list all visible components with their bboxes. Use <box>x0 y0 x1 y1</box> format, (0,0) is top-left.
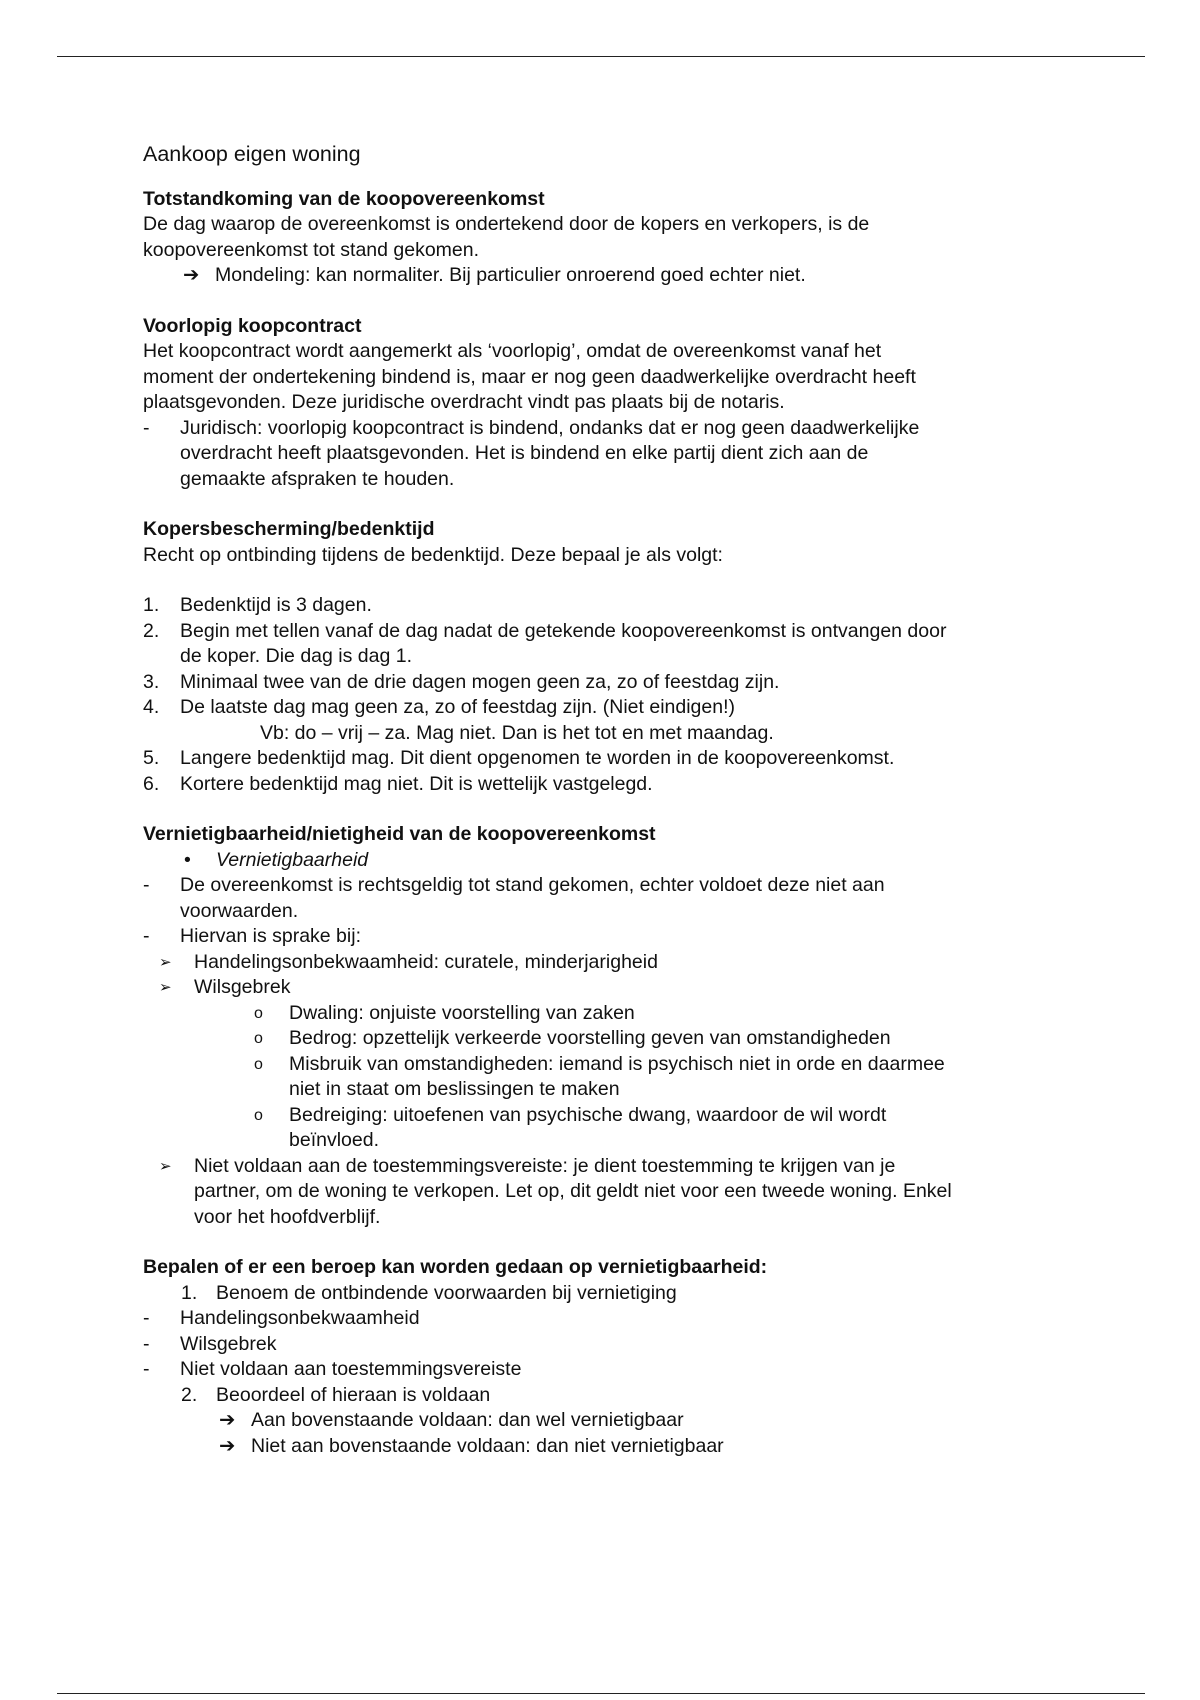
dash-marker: - <box>143 1307 150 1329</box>
footer-rule <box>57 1693 1145 1694</box>
dash-item <box>143 924 1083 950</box>
section-heading: Voorlopig koopcontract <box>143 314 362 337</box>
number-marker: 6. <box>143 772 160 795</box>
number-marker: 1. <box>143 594 160 616</box>
circle-bullet-icon: o <box>254 1055 263 1073</box>
arrow-item-text: Niet aan bovenstaande voldaan: dan niet vernietigbaar <box>251 1434 724 1457</box>
numbered-item <box>143 746 1083 772</box>
section-vernietigbaarheid <box>143 822 1083 1230</box>
arrow-icon: ➔ <box>219 1409 236 1431</box>
arrow-item <box>143 263 1083 289</box>
number-marker: 5. <box>143 747 160 769</box>
triangle-item <box>143 950 1083 976</box>
header-rule <box>57 56 1145 57</box>
triangle-arrow-icon: ➢ <box>159 953 172 971</box>
section-totstandkoming <box>143 187 1083 289</box>
section-voorlopig-koopcontract <box>143 314 1083 493</box>
bullet-marker: • <box>184 848 191 871</box>
section-heading: Bepalen of er een beroep kan worden gedaan op vernietigbaarheid: <box>143 1256 768 1278</box>
section-heading: Kopersbescherming/bedenktijd <box>143 518 435 540</box>
bullet-item-text: Vernietigbaarheid <box>216 848 369 871</box>
circle-item <box>143 1103 1083 1154</box>
numbered-item-text: Bedenktijd is 3 dagen. <box>180 594 372 616</box>
section-heading: Totstandkoming van de koopovereenkomst <box>143 187 545 210</box>
number-marker: 3. <box>143 670 160 693</box>
numbered-item <box>143 772 1083 798</box>
example-line: Vb: do – vrij – za. Mag niet. Dan is het tot en met maandag. <box>260 721 774 744</box>
dash-marker: - <box>143 925 150 947</box>
paragraph-line: Recht op ontbinding tijdens de bedenktijd. Deze bepaal je als volgt: <box>143 543 723 566</box>
numbered-item <box>143 619 1083 670</box>
number-marker: 4. <box>143 696 160 718</box>
triangle-item-text: Handelingsonbekwaamheid: curatele, minderjarigheid <box>194 950 658 973</box>
section-heading: Vernietigbaarheid/nietigheid van de koopovereenkomst <box>143 823 656 845</box>
dash-marker: - <box>143 874 150 896</box>
document-body <box>143 142 1083 1459</box>
dash-item <box>143 1357 1083 1383</box>
numbered-item-text: Kortere bedenktijd mag niet. Dit is wettelijk vastgelegd. <box>180 772 653 795</box>
number-marker: 2. <box>181 1383 198 1406</box>
number-marker: 2. <box>143 619 160 642</box>
dash-item-line: Juridisch: voorlopig koopcontract is bindend, ondanks dat er nog geen daadwerkelijke <box>180 416 920 439</box>
triangle-arrow-icon: ➢ <box>159 1157 172 1175</box>
arrow-item-text: Aan bovenstaande voldaan: dan wel vernietigbaar <box>251 1409 684 1431</box>
circle-item <box>143 1052 1083 1103</box>
circle-item-text: Bedrog: opzettelijk verkeerde voorstelling geven van omstandigheden <box>289 1027 891 1049</box>
numbered-item-text: Beoordeel of hieraan is voldaan <box>216 1383 491 1406</box>
numbered-item <box>143 1281 1083 1307</box>
paragraph-line: koopovereenkomst tot stand gekomen. <box>143 238 480 261</box>
numbered-item-text: Begin met tellen vanaf de dag nadat de getekende koopovereenkomst is ontvangen door <box>180 619 947 642</box>
dash-marker: - <box>143 1332 150 1355</box>
circle-item-text: Bedreiging: uitoefenen van psychische dwang, waardoor de wil wordt <box>289 1103 887 1126</box>
dash-marker: - <box>143 416 150 439</box>
dash-marker: - <box>143 1358 150 1380</box>
numbered-item <box>143 1383 1083 1409</box>
triangle-item-text: voor het hoofdverblijf. <box>194 1205 381 1228</box>
numbered-item-text: Benoem de ontbindende voorwaarden bij vernietiging <box>216 1281 677 1304</box>
numbered-item-text: de koper. Die dag is dag 1. <box>180 645 412 667</box>
dash-item-line: voorwaarden. <box>180 899 299 922</box>
paragraph-line: De dag waarop de overeenkomst is ondertekend door de kopers en verkopers, is de <box>143 213 870 235</box>
circle-item-text: beïnvloed. <box>289 1129 379 1151</box>
dash-item <box>143 873 1083 924</box>
numbered-item-text: Langere bedenktijd mag. Dit dient opgenomen te worden in de koopovereenkomst. <box>180 747 895 769</box>
circle-item-text: Dwaling: onjuiste voorstelling van zaken <box>289 1001 635 1024</box>
circle-bullet-icon: o <box>254 1106 263 1124</box>
dash-item <box>143 416 1083 493</box>
paragraph-line: Het koopcontract wordt aangemerkt als ‘voorlopig’, omdat de overeenkomst vanaf het <box>143 340 882 362</box>
paragraph-line: plaatsgevonden. Deze juridische overdracht vindt pas plaats bij de notaris. <box>143 391 785 413</box>
dash-item-line: Niet voldaan aan toestemmingsvereiste <box>180 1358 522 1380</box>
section-kopersbescherming <box>143 517 1083 797</box>
dash-item-line: overdracht heeft plaatsgevonden. Het is bindend en elke partij dient zich aan de <box>180 442 869 464</box>
arrow-item-text: Mondeling: kan normaliter. Bij particulier onroerend goed echter niet. <box>215 264 806 286</box>
arrow-item <box>143 1408 1083 1434</box>
circle-item <box>143 1026 1083 1052</box>
dash-item-line: Wilsgebrek <box>180 1332 277 1355</box>
circle-item-text: niet in staat om beslissingen te maken <box>289 1078 620 1100</box>
dash-item <box>143 1332 1083 1358</box>
numbered-item-text: De laatste dag mag geen za, zo of feestdag zijn. (Niet eindigen!) <box>180 696 735 718</box>
circle-item-text: Misbruik van omstandigheden: iemand is psychisch niet in orde en daarmee <box>289 1052 945 1075</box>
dash-item-line: De overeenkomst is rechtsgeldig tot stand gekomen, echter voldoet deze niet aan <box>180 874 885 896</box>
circle-bullet-icon: o <box>254 1004 263 1022</box>
paragraph-line: moment der ondertekening bindend is, maar er nog geen daadwerkelijke overdracht heeft <box>143 365 916 388</box>
circle-item <box>143 1001 1083 1027</box>
circle-bullet-icon: o <box>254 1030 263 1047</box>
arrow-icon: ➔ <box>219 1434 236 1457</box>
triangle-item-text: Wilsgebrek <box>194 976 291 998</box>
triangle-item-text: partner, om de woning te verkopen. Let op, dit geldt niet voor een tweede woning. Enkel <box>194 1180 952 1202</box>
numbered-item <box>143 593 1083 619</box>
arrow-item <box>143 1434 1083 1460</box>
dash-item-line: gemaakte afspraken te houden. <box>180 467 455 490</box>
triangle-item <box>143 1154 1083 1231</box>
dash-item <box>143 1306 1083 1332</box>
numbered-item <box>143 670 1083 696</box>
numbered-item-text: Minimaal twee van de drie dagen mogen geen za, zo of feestdag zijn. <box>180 670 780 693</box>
triangle-item <box>143 975 1083 1001</box>
section-beroep-vernietigbaarheid <box>143 1255 1083 1459</box>
document-title: Aankoop eigen woning <box>143 142 361 166</box>
number-marker: 1. <box>181 1281 198 1304</box>
dash-item-line: Handelingsonbekwaamheid <box>180 1307 420 1329</box>
numbered-item <box>143 695 1083 746</box>
triangle-arrow-icon: ➢ <box>159 979 172 996</box>
dash-item-line: Hiervan is sprake bij: <box>180 925 361 947</box>
bullet-item <box>143 848 1083 874</box>
triangle-item-text: Niet voldaan aan de toestemmingsvereiste: je dient toestemming te krijgen van je <box>194 1154 896 1177</box>
arrow-icon: ➔ <box>183 264 200 286</box>
